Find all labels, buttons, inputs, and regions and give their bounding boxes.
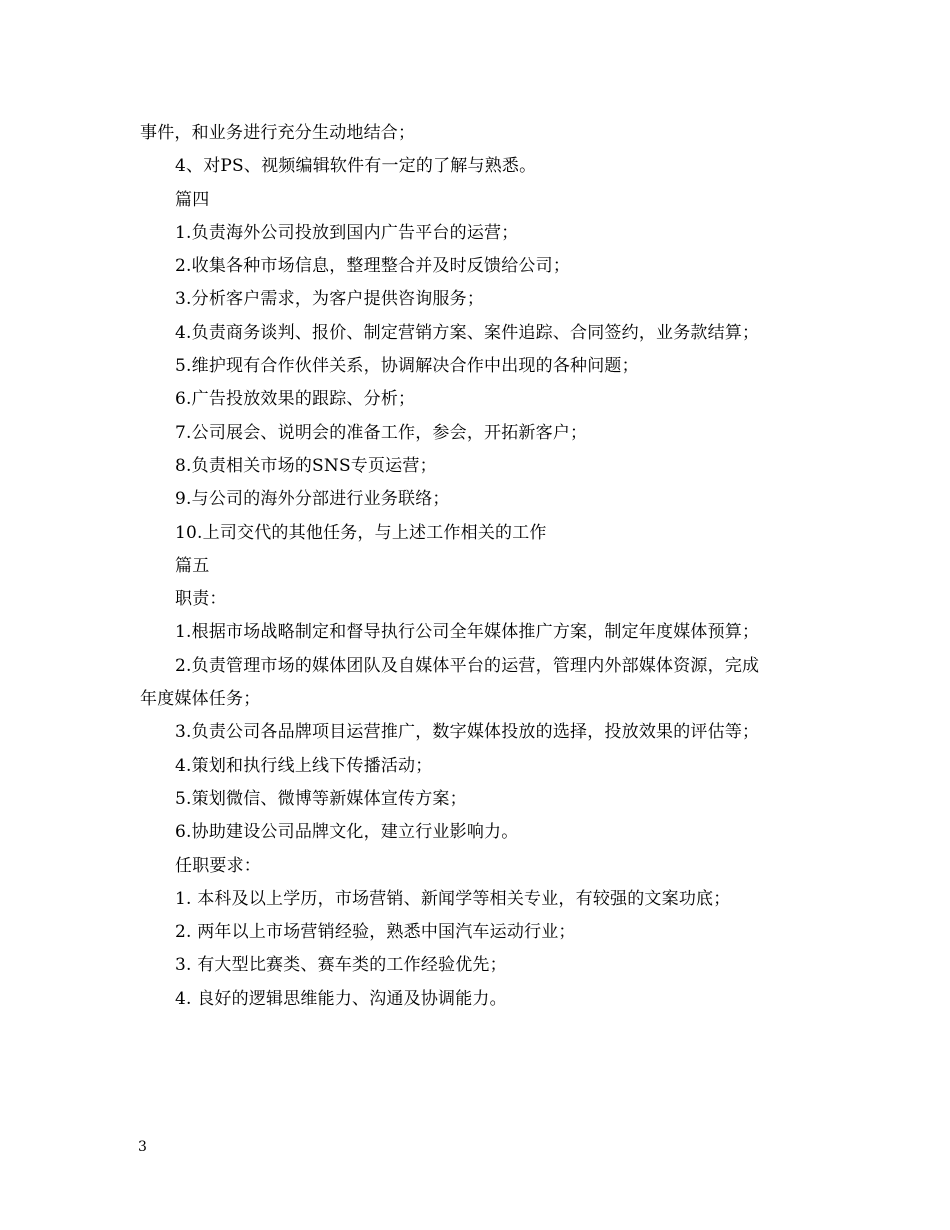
text-line: 5.维护现有合作伙伴关系，协调解决合作中出现的各种问题； — [175, 356, 639, 377]
text-line: 4. 良好的逻辑思维能力、沟通及协调能力。 — [175, 988, 507, 1009]
page-number: 3 — [138, 1139, 147, 1155]
text-line: 1.根据市场战略制定和督导执行公司全年媒体推广方案，制定年度媒体预算； — [175, 622, 760, 643]
text-line: 职责： — [175, 589, 227, 610]
text-line: 篇五 — [175, 555, 210, 576]
text-line: 3. 有大型比赛类、赛车类的工作经验优先； — [175, 955, 507, 976]
text-line: 2.负责管理市场的媒体团队及自媒体平台的运营，管理内外部媒体资源，完成 — [175, 655, 760, 676]
text-line: 8.负责相关市场的SNS专页运营； — [175, 455, 437, 476]
text-line: 4、对PS、视频编辑软件有一定的了解与熟悉。 — [175, 156, 537, 177]
text-line: 3.分析客户需求，为客户提供咨询服务； — [175, 289, 485, 310]
document-body — [140, 117, 815, 1016]
text-line: 篇四 — [175, 189, 210, 210]
text-line: 事件，和业务进行充分生动地结合； — [140, 123, 416, 143]
text-line: 任职要求： — [175, 855, 261, 876]
text-line: 6.广告投放效果的跟踪、分析； — [175, 389, 416, 410]
text-line: 9.与公司的海外分部进行业务联络； — [175, 489, 450, 510]
text-line: 5.策划微信、微博等新媒体宣传方案； — [175, 788, 467, 809]
text-line: 3.负责公司各品牌项目运营推广，数字媒体投放的选择，投放效果的评估等； — [175, 722, 760, 743]
text-line: 4.策划和执行线上线下传播活动； — [175, 755, 433, 776]
text-line: 年度媒体任务； — [140, 689, 261, 710]
text-line: 2.收集各种市场信息，整理整合并及时反馈给公司； — [175, 256, 571, 277]
text-line: 1.负责海外公司投放到国内广告平台的运营； — [175, 222, 519, 243]
text-line: 2. 两年以上市场营销经验，熟悉中国汽车运动行业； — [175, 922, 576, 943]
text-line: 4.负责商务谈判、报价、制定营销方案、案件追踪、合同签约，业务款结算； — [175, 322, 760, 343]
text-line: 10.上司交代的其他任务，与上述工作相关的工作 — [175, 522, 547, 543]
text-line: 1. 本科及以上学历，市场营销、新闻学等相关专业，有较强的文案功底； — [175, 888, 731, 909]
text-line: 6.协助建设公司品牌文化，建立行业影响力。 — [175, 822, 519, 843]
text-line: 7.公司展会、说明会的准备工作，参会，开拓新客户； — [175, 422, 588, 443]
